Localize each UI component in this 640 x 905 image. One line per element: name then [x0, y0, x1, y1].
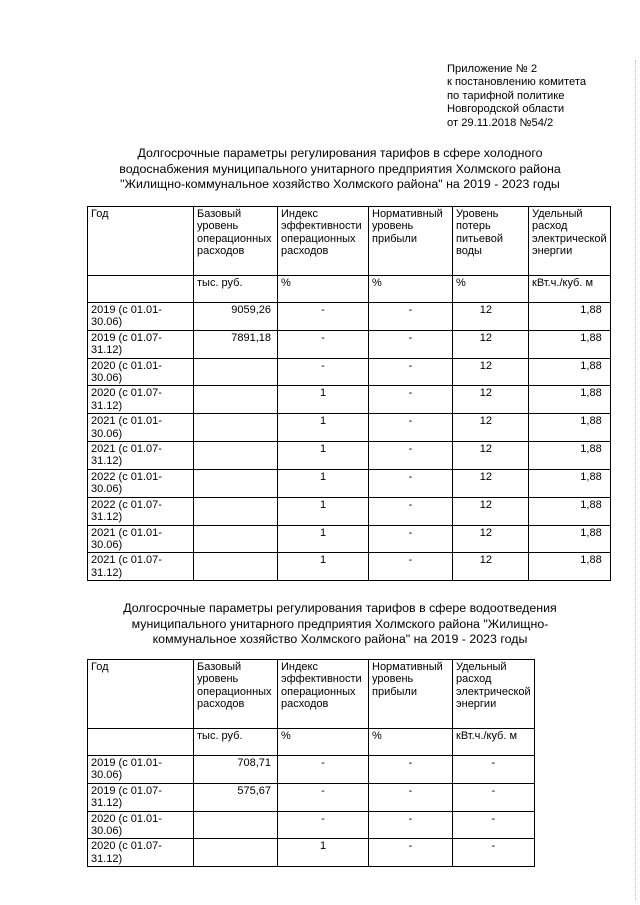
table-header-row — [88, 660, 535, 729]
table-row — [88, 525, 611, 553]
title-line: водоснабжения муниципального унитарного предприятия Холмского района — [119, 161, 561, 176]
table-cell: - — [278, 756, 369, 784]
header-energy-consumption: Удельный расход электрической энергии — [529, 207, 611, 276]
table-row — [88, 497, 611, 525]
title-line: муниципального унитарного предприятия Холмского района "Жилищно- — [131, 616, 549, 631]
table-cell — [194, 525, 278, 553]
table-cell: 1,88 — [529, 497, 611, 525]
table-cell: 2019 (с 01.07-31.12) — [88, 330, 194, 358]
table-cell — [194, 386, 278, 414]
table-cell: 1 — [278, 442, 369, 470]
table-cell: - — [369, 525, 453, 553]
table-cell: 12 — [453, 414, 529, 442]
table-cell: - — [453, 839, 535, 867]
sewerage-params-table — [87, 659, 535, 867]
table-row — [88, 839, 535, 867]
table-cell: 12 — [453, 469, 529, 497]
unit-cell: % — [278, 729, 369, 756]
table-cell: - — [369, 783, 453, 811]
table-cell: - — [369, 756, 453, 784]
table-cell: - — [369, 414, 453, 442]
table-cell: 708,71 — [194, 756, 278, 784]
table-cell: 1,88 — [529, 358, 611, 386]
table-cell: - — [278, 303, 369, 331]
section2-title — [60, 601, 620, 648]
table-cell: 1 — [278, 839, 369, 867]
title-line: коммунальное хозяйство Холмского района" на 2019 - 2023 годы — [152, 632, 528, 646]
table-cell: 2020 (с 01.07-31.12) — [88, 386, 194, 414]
table-cell: 1,88 — [529, 303, 611, 331]
table-row — [88, 303, 611, 331]
table-cell: - — [369, 303, 453, 331]
table-cell: 1,88 — [529, 330, 611, 358]
unit-cell: % — [369, 729, 453, 756]
table-cell: - — [278, 358, 369, 386]
header-energy-consumption: Удельный расход электрической энергии — [453, 660, 535, 729]
table-cell: 1,88 — [529, 469, 611, 497]
table-cell: - — [369, 469, 453, 497]
table-cell — [194, 442, 278, 470]
table-cell: 12 — [453, 525, 529, 553]
table-cell — [194, 469, 278, 497]
table-row — [88, 783, 535, 811]
table-cell — [194, 414, 278, 442]
header-profit-level: Нормативный уровень прибыли — [369, 207, 453, 276]
table-cell: - — [369, 497, 453, 525]
table-header-row — [88, 207, 611, 276]
unit-cell — [88, 276, 194, 303]
table-cell: 2020 (с 01.07-31.12) — [88, 839, 194, 867]
table-cell: 2020 (с 01.01-30.06) — [88, 358, 194, 386]
table-cell: 2019 (с 01.01-30.06) — [88, 756, 194, 784]
table-cell: - — [278, 783, 369, 811]
appendix-line: к постановлению комитета — [447, 76, 587, 89]
header-base-opex: Базовый уровень операционных расходов — [194, 660, 278, 729]
table-cell: 1 — [278, 414, 369, 442]
table-row — [88, 553, 611, 581]
table-cell: 9059,26 — [194, 303, 278, 331]
table-cell: 2019 (с 01.01-30.06) — [88, 303, 194, 331]
title-line: "Жилищно-коммунальное хозяйство Холмского района" на 2019 - 2023 годы — [120, 177, 560, 191]
table-cell: - — [369, 811, 453, 839]
header-base-opex: Базовый уровень операционных расходов — [194, 207, 278, 276]
title-line: Долгосрочные параметры регулирования тарифов в сфере водоотведения — [123, 601, 557, 615]
title-line: Долгосрочные параметры регулирования тарифов в сфере холодного — [137, 146, 543, 160]
appendix-line: от 29.11.2018 №54/2 — [447, 116, 554, 129]
header-water-losses: Уровень потерь питьевой воды — [453, 207, 529, 276]
unit-cell: % — [369, 276, 453, 303]
units-row — [88, 276, 611, 303]
table-cell: 1 — [278, 553, 369, 581]
unit-cell — [88, 729, 194, 756]
unit-cell: кВт.ч./куб. м — [529, 276, 611, 303]
table-cell: 7891,18 — [194, 330, 278, 358]
table-cell: 12 — [453, 330, 529, 358]
table-row — [88, 756, 535, 784]
table-row — [88, 469, 611, 497]
table-cell: 1,88 — [529, 442, 611, 470]
table-cell: - — [369, 839, 453, 867]
table-cell: 2021 (с 01.07-31.12) — [88, 442, 194, 470]
header-profit-level: Нормативный уровень прибыли — [369, 660, 453, 729]
table-row — [88, 358, 611, 386]
section1-title — [60, 146, 620, 193]
table-cell: 575,67 — [194, 783, 278, 811]
table-cell: 12 — [453, 553, 529, 581]
header-year: Год — [88, 207, 194, 276]
header-efficiency-index: Индекс эффективности операционных расходов — [278, 207, 369, 276]
unit-cell: % — [453, 276, 529, 303]
table-cell: 1 — [278, 469, 369, 497]
table-cell: - — [453, 756, 535, 784]
table-row — [88, 442, 611, 470]
appendix-line: по тарифной политике — [447, 89, 565, 102]
table-cell — [194, 553, 278, 581]
scan-edge — [635, 60, 640, 900]
table-cell: 2022 (с 01.07-31.12) — [88, 497, 194, 525]
table-cell: - — [278, 811, 369, 839]
table-row — [88, 414, 611, 442]
table-cell: - — [369, 386, 453, 414]
unit-cell: тыс. руб. — [194, 729, 278, 756]
table-cell: 12 — [453, 497, 529, 525]
table-cell: - — [453, 783, 535, 811]
table-row — [88, 386, 611, 414]
unit-cell: % — [278, 276, 369, 303]
table-cell: 12 — [453, 442, 529, 470]
table-cell: - — [278, 330, 369, 358]
table-cell: 2021 (с 01.07-31.12) — [88, 553, 194, 581]
table-cell: 2022 (с 01.01-30.06) — [88, 469, 194, 497]
appendix-line: Приложение № 2 — [447, 63, 538, 75]
table-row — [88, 811, 535, 839]
table-cell: - — [369, 553, 453, 581]
units-row — [88, 729, 535, 756]
unit-cell: кВт.ч./куб. м — [453, 729, 535, 756]
appendix-block — [447, 63, 586, 130]
table-cell: 1,88 — [529, 553, 611, 581]
table-cell: 12 — [453, 358, 529, 386]
table-cell: 1 — [278, 497, 369, 525]
appendix-line: Новгородской области — [447, 103, 565, 116]
table-cell: 1,88 — [529, 386, 611, 414]
table-row — [88, 330, 611, 358]
table-cell: 1 — [278, 525, 369, 553]
table-cell: 2020 (с 01.01-30.06) — [88, 811, 194, 839]
table-cell: 2021 (с 01.01-30.06) — [88, 525, 194, 553]
table-cell: - — [369, 330, 453, 358]
table-cell: 2021 (с 01.01-30.06) — [88, 414, 194, 442]
header-year: Год — [88, 660, 194, 729]
unit-cell: тыс. руб. — [194, 276, 278, 303]
cold-water-params-table — [87, 206, 611, 581]
table-cell — [194, 358, 278, 386]
table-cell — [194, 839, 278, 867]
table-cell: 12 — [453, 303, 529, 331]
table-cell: 12 — [453, 386, 529, 414]
table-cell: 1,88 — [529, 414, 611, 442]
table-cell: - — [453, 811, 535, 839]
table-cell: 1,88 — [529, 525, 611, 553]
table-cell — [194, 497, 278, 525]
header-efficiency-index: Индекс эффективности операционных расходов — [278, 660, 369, 729]
table-cell: - — [369, 358, 453, 386]
table-cell: 1 — [278, 386, 369, 414]
table-cell — [194, 811, 278, 839]
table-cell: 2019 (с 01.07-31.12) — [88, 783, 194, 811]
table-cell: - — [369, 442, 453, 470]
